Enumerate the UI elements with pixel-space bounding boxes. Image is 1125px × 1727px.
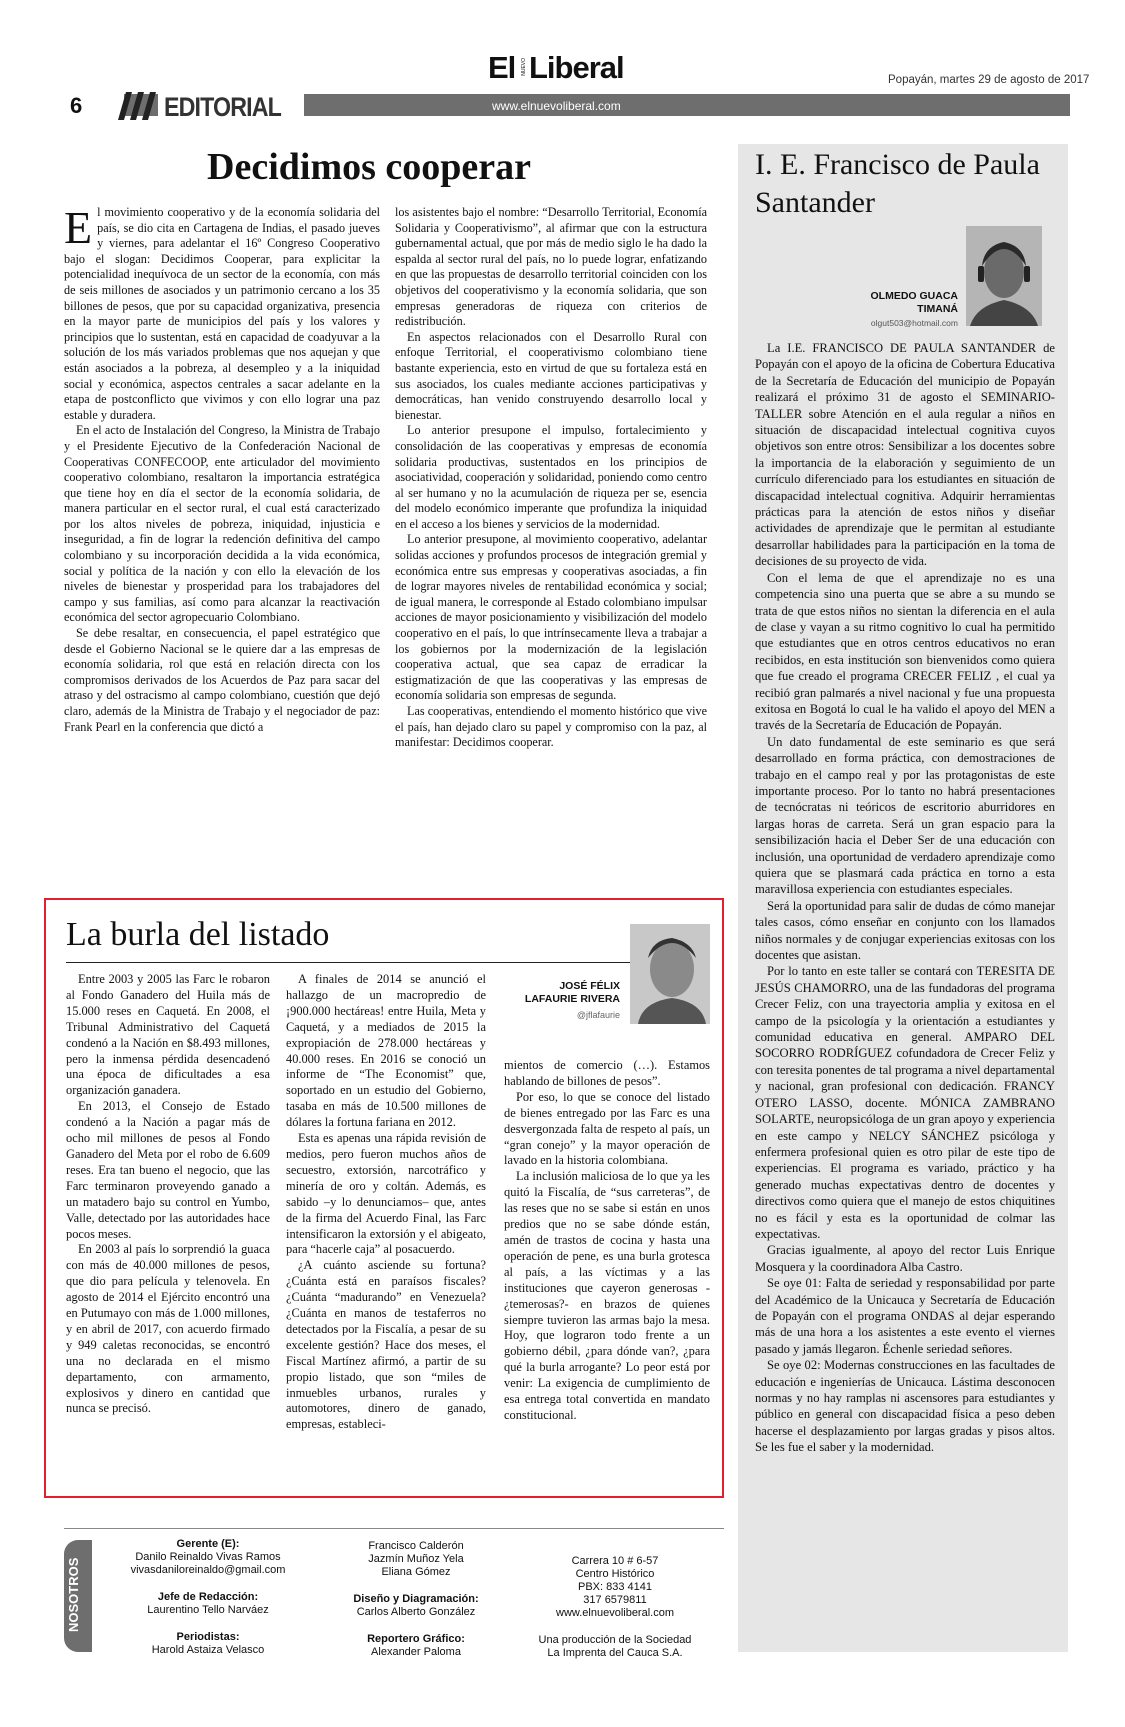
logo-nuevo: NUEVO xyxy=(521,58,527,76)
editorial-column-1 xyxy=(64,202,380,735)
periodistas-name: Harold Astaiza Velasco xyxy=(151,1644,265,1656)
burla-paragraph: La inclusión maliciosa de lo que ya les quitó la Fiscalía, de “sus carreteras”, de las reses que no se sabe si están en unos predios que no se sabe dónde están, amén de trastos de cocina y hasta una operación de pene, es una burla grotesca al país, a las víctimas y a las instituciones que cayeron generosas -¿temerosas?- en brazos de quienes siempre tuvieron las armas bajo la mesa. Hoy, que lograron todo frente a un gobierno débil, ¿para dónde van?, ¿para qué la burla arrogante? Lo peor está por venir: La exigencia de cumplimiento de esa entrega total convertida en mandato constitucional. xyxy=(504,1169,710,1422)
sidebar-paragraph: Con el lema de que el aprendizaje no es una competencia sino una puerta que se abre a su mundo se trata de que estos niños no sientan la diferencia en el aula de clase y vayan a su ritmo cognitivo lo cual ha permitido que estudiantes que en otros centros educativos no eran recibidos, en esta institución son bienvenidos como quiera que fue creado el programa CRECER FELIZ , el cual ya recibió gran palmarés a nivel nacional y fue una propuesta exitosa en Bogotá lo cual le ha valido el apoyo del MEN a través de la Secretaría de Educación de Popayán. xyxy=(755,570,1055,733)
sidebar-paragraph: Se oye 02: Modernas construcciones en las facultades de educación e ingenierías de Unicauca. Lástima desconocen normas y no hay ramplas ni ascensores para estudiantes y público en general con discapacidad física a peso deben hacerse el desplazamiento por largas gradas y pisos altos. Se les fue el saber y la modernidad. xyxy=(755,1358,1055,1455)
gerente-label: Gerente (E): xyxy=(176,1538,240,1550)
burla-author: JOSÉ FÉLIX LAFAURIE RIVERA xyxy=(524,980,620,1005)
section-slash-decoration xyxy=(118,92,158,120)
periodistas-label: Periodistas: xyxy=(176,1631,240,1643)
sidebar-author: OLMEDO GUACA TIMANÁ xyxy=(870,290,958,315)
sidebar-paragraph: Gracias igualmente, al apoyo del rector Luis Enrique Mosquera y la coordinadora Alba Castro. xyxy=(755,1243,1055,1274)
editorial-paragraph: los asistentes bajo el nombre: “Desarrollo Territorial, Economía Solidaria y Cooperativismo”, al afirmar que con la estructura gubernamental actual, que por más de medio siglo le ha dado la espalda al sector rural del país, no lo puede lograr, enfatizando en que las propuestas de desarrollo territorial coinciden con los objetivos del cooperativismo y la economía solidaria, que son empresas generadoras de riqueza con criterios de redistribución. xyxy=(395,205,707,329)
logo-el: El xyxy=(488,50,516,85)
author-photo-guaca xyxy=(966,226,1042,326)
address-line-3: PBX: 833 4141 xyxy=(577,1581,652,1593)
author-photo-lafaurie xyxy=(630,924,710,1024)
editorial-title: Decidimos cooperar xyxy=(207,146,531,188)
editorial-paragraph: Se debe resaltar, en consecuencia, el papel estratégico que desde el Gobierno Nacional se le quiere dar a las empresas de economía solidaria, rol que está en relación directa con los compromisos derivados de los Acuerdos de Paz para sacar del atraso y del ostracismo al campo colombiano, cuestión que dejó claro, además de la Ministra de Trabajo y el negociador de paz: Frank Pearl en la conferencia que dictó a xyxy=(64,626,380,734)
section-label: EDITORIAL xyxy=(164,92,281,122)
burla-title: La burla del listado xyxy=(66,916,330,953)
reportero-name: Alexander Paloma xyxy=(371,1646,461,1658)
editorial-paragraph: En aspectos relacionados con el Desarrollo Rural con enfoque Territorial, el cooperativismo colombiano tiene bastante experiencia, esto en virtud de que su fortaleza está en sus asociados, los cuales mediante acciones participativas y democráticas, han venido construyendo desarrollo local y bienestar. xyxy=(395,329,707,422)
page-number: 6 xyxy=(70,93,83,118)
sidebar-body xyxy=(755,340,1055,1456)
address-line-1: Carrera 10 # 6-57 xyxy=(571,1555,659,1567)
burla-paragraph: A finales de 2014 se anunció el hallazgo de un macropredio de ¡900.000 hectáreas! entre Huila, Meta y Caquetá, y a mediados de 2015 la expropiación de 278.000 hectáreas y 40.000 reses. En 2016 se conoció un informe de “The Economist” que, soportado en un estudio del Gobierno, tasaba en más de 10.500 millones de dólares la fortuna fariana en 2012. xyxy=(286,972,486,1130)
burla-paragraph: En 2003 al país lo sorprendió la guaca con más de 40.000 millones de pesos, que dio para película y telenovela. En agosto de 2014 el Ejército encontró una en Putumayo con más de 1.000 millones, y en abril de 2017, con acuerdo firmado y 949 caletas reconocidas, se encontró una no declarada en el mismo departamento, con armamento, explosivos y dinero en cantidad que nunca se precisó. xyxy=(66,1242,270,1416)
burla-paragraph: Por eso, lo que se conoce del listado de bienes entregado por las Farc es una desvergonzada falta de respeto al país, un “gran conejo” y la mayor operación de lavado en la historia colombiana. xyxy=(504,1089,710,1168)
header-website: www.elnuevoliberal.com xyxy=(492,99,621,113)
burla-paragraph: Entre 2003 y 2005 las Farc le robaron al Fondo Ganadero del Huila más de 15.000 reses en Caquetá. En 2008, el Tribunal Administrativo del Caquetá condenó a la Nación en $8.493 millones, pero la inmensa pérdida desencadenó una época de dificultades a esa organización ganadera. xyxy=(66,972,270,1098)
production-line-2: La Imprenta del Cauca S.A. xyxy=(547,1647,683,1659)
editorial-paragraph: Lo anterior presupone, al movimiento cooperativo, adelantar solidas acciones y profundos procesos de integración gremial y económica entre sus empresas y cooperativas asociadas, a fin de lograr mayores niveles de rentabilidad económica y social; de igual manera, le corresponde al Estado colombiano impulsar acciones de mayor posicionamiento y visibilización del modelo cooperativo en el país, lo que intrínsecamente lleva a trabajar a los gobiernos por la modernización de la legislación cooperativa actual, que sea capaz de erradicar la estigmatización de que las cooperativas y las empresas de economía solidaria son empresas de segunda. xyxy=(395,532,707,703)
jefe-label: Jefe de Redacción: xyxy=(157,1591,259,1603)
sidebar-paragraph: Será la oportunidad para salir de dudas de cómo manejar tales casos, cómo enseñar en conjunto con los llamados niños normales y de conjugar experiencias exitosas con los docentes que asistan. xyxy=(755,898,1055,963)
header-date: Popayán, martes 29 de agosto de 2017 xyxy=(888,74,1090,86)
burla-paragraph: En 2013, el Consejo de Estado condenó a la Nación a pagar más de ocho mil millones de pesos al Fondo Ganadero del Meta por el robo de 6.609 reses. Era tan bueno el negocio, que las Farc terminaron proveyendo ganado a un matadero bajo su control en Yumbo, Valle, detectado por las autoridades hace pocos meses. xyxy=(66,1099,270,1241)
staff-tab-label: NOSOTROS xyxy=(66,1557,81,1633)
sidebar-title: I. E. Francisco de Paula Santander xyxy=(755,148,1040,219)
burla-paragraph: Esta es apenas una rápida revisión de medios, pero fueron muchos años de secuestro, extorsión, narcotráfico y minería de oro y coltán. Además, es sabido –y lo denunciamos– que, antes de la firma del Acuerdo Final, las Farc intensificaron la extorsión y el abigeato, para “hacerle caja” al posacuerdo. xyxy=(286,1131,486,1257)
staff-column-1 xyxy=(108,1538,308,1657)
editorial-paragraph: Las cooperativas, entendiendo el momento histórico que vive el país, han dejado claro su papel y compromiso con la paz, al manifestar: Decidimos cooperar. xyxy=(395,704,707,750)
burla-paragraph: ¿A cuánto asciende su fortuna? ¿Cuánta está en paraísos fiscales? ¿Cuánta “madurando” en Venezuela? ¿Cuánta en manos de testaferros no detectados por la Fiscalía, a pesar de su excelente gestión? Hace dos meses, el Fiscal Martínez afirmó, a partir de su propio listado, que son “miles de inmuebles urbanos, rurales y automotores, dinero de ganado, empresas, estableci- xyxy=(286,1258,486,1432)
burla-column-2 xyxy=(286,972,486,1433)
jefe-name: Laurentino Tello Narváez xyxy=(147,1604,269,1616)
production-line-1: Una producción de la Sociedad xyxy=(538,1634,692,1646)
logo-liberal: Liberal xyxy=(529,50,624,85)
address-line-2: Centro Histórico xyxy=(575,1568,655,1580)
editorial-column-2 xyxy=(395,205,707,751)
burla-column-3 xyxy=(504,1058,710,1424)
editorial-paragraph: Lo anterior presupone el impulso, fortalecimiento y consolidación de las cooperativas y empresas de economía solidaria productivas, sustentados en los principios de asociatividad, cooperación y solidaridad, poniendo como centro al ser humano y no la acumulación de riqueza per se, esencia del modelo económico imperante que profundiza la iniquidad en el acceso a los bienes y servicios de la modernidad. xyxy=(395,423,707,531)
staff-other-3: Eliana Gómez xyxy=(381,1566,451,1578)
header-logo xyxy=(488,50,648,94)
sidebar-paragraph: Se oye 01: Falta de seriedad y responsabilidad por parte del Académico de la Unicauca y Secretaría de Educación de Popayán con el programa ONDAS al dejar esperando más de una hora a los asistentes a este evento el viernes pasado y jamás llegaron. Échenle seriedad señores. xyxy=(755,1276,1055,1356)
editorial-paragraph: l movimiento cooperativo y de la economía solidaria del país, se dio cita en Cartagena de Indias, el pasado jueves y viernes, para adelantar el 16º Congreso Cooperativo bajo el slogan: Decidimos Cooperar, para explicitar la potencialidad inequívoca de un sector de la economía, con más de seis millones de asociados y un patrimonio cercano a los 35 billones de pesos, que por su capacidad organizativa, presencia en la mayor parte de municipios del país y los valores y principios que lo sustentan, está en capacidad de coadyuvar a la solución de los más variados problemas que nos aquejan y que están asociados a la pobreza, al desempleo y a la iniquidad social y económica, aspectos centrales a sacar adelante en la etapa de postconflicto que vivimos y con ello lograr una paz estable y duradera. xyxy=(64,205,380,422)
burla-title-rule xyxy=(66,962,706,963)
staff-other-1: Francisco Calderón xyxy=(368,1540,464,1552)
editorial-paragraph: En el acto de Instalación del Congreso, la Ministra de Trabajo y el Presidente Ejecutivo de la Confederación Nacional de Cooperativas CONFECOOP, ente articulador del movimiento cooperativo colombiano, resaltaron la importancia estratégica que tiene hoy en día el sector de la economía solidaria, de manera particular en el sector rural, el cual está caracterizado por los altos niveles de pobreza, iniquidad, injusticia e inseguridad, a fin de lograr la redención definitiva del campo colombiano y su incorporación decidida a la vida económica, social y política de la nación y con ello la elevación de los niveles de bienestar y prosperidad para los trabajadores del campo y sus familias, así como para alcanzar la reactivación económica del sector agropecuario Colombiano. xyxy=(64,423,380,625)
burla-paragraph: mientos de comercio (…). Estamos hablando de billones de pesos”. xyxy=(504,1058,710,1088)
sidebar-email: olgut503@hotmail.com xyxy=(870,318,958,328)
gerente-name: Danilo Reinaldo Vivas Ramos xyxy=(135,1551,281,1563)
address-line-4: 317 6579811 xyxy=(583,1594,647,1606)
staff-column-2 xyxy=(326,1540,506,1659)
diseno-label: Diseño y Diagramación: xyxy=(353,1593,479,1605)
address-line-5: www.elnuevoliberal.com xyxy=(556,1607,674,1619)
staff-other-2: Jazmín Muñoz Yela xyxy=(368,1553,464,1565)
burla-column-1 xyxy=(66,972,270,1417)
diseno-name: Carlos Alberto González xyxy=(356,1606,476,1618)
gerente-email: vivasdaniloreinaldo@gmail.com xyxy=(130,1564,286,1576)
sidebar-paragraph: Un dato fundamental de este seminario es que será desarrollado en forma práctica, con demostraciones de trabajo en el campo real y por las protagonistas de este importante proceso. Por lo tanto no habrá presentaciones de tecnócratas ni teóricos de escritorio aburridores en largas horas de carreta. Será un gran espacio para la sensibilización hacia el Deber Ser de una educación con inclusión, una oportunidad de verdadero aprendizaje como quiera que se plasmará cada práctica en torno a esta maravillosa experiencia con estudiantes especiales. xyxy=(755,734,1055,897)
reportero-label: Reportero Gráfico: xyxy=(367,1633,465,1645)
sidebar-paragraph: La I.E. FRANCISCO DE PAULA SANTANDER de Popayán con el apoyo de la oficina de Cobertura Educativa de la Secretaría de Educación del municipio de Popayán realizará el próximo 31 de agosto el SEMINARIO-TALLER sobre Atención en el aula regular a niños en situación de discapacidad intelectual cognitiva cuyos objetivos son entre otros: Sensibilizar a los docentes sobre la importancia de la elaboración y seguimiento de un currículo diferenciado para los estudiantes en situación de discapacidad intelectual cognitiva. Adquirir herramientas prácticas para la atención de estos niños y diseñar actividades de aprendizaje que le permitan al estudiante desarrollar habilidades para la participación en la toma de decisiones de su proyecto de vida. xyxy=(755,341,1055,569)
burla-handle: @jflafaurie xyxy=(576,1010,620,1020)
staff-column-3 xyxy=(530,1555,700,1660)
sidebar-paragraph: Por lo tanto en este taller se contará con TERESITA DE JESÚS CHAMORRO, una de las fundadoras del programa Crecer Feliz, con una trayectoria amplia y exitosa en el campo de la psicología y la orientación a estudiantes y comunidad educativa en general. AMPARO DEL SOCORRO RODRÍGUEZ cofundadora de Crecer Feliz y con teresita ponentes de tal programa a nivel departamental y nacional, gran profesional con dedicación. FRANCY OTERO LASSO, docente. MÓNICA ZAMBRANO SOLARTE, neuropsicóloga de un gran apoyo y experiencia en este campo y NELCY SÁNCHEZ psicóloga y enfermera profesional quien es otro pilar de este tipo de experiencias. El programa es variado, práctico y ha generado muchas expectativas dentro de docentes y directivos como quiera que el manejo de estos chiquitines no es fácil y esta es la oportunidad de colmar las expectativas. xyxy=(755,964,1056,1241)
drop-cap: E xyxy=(64,202,93,253)
